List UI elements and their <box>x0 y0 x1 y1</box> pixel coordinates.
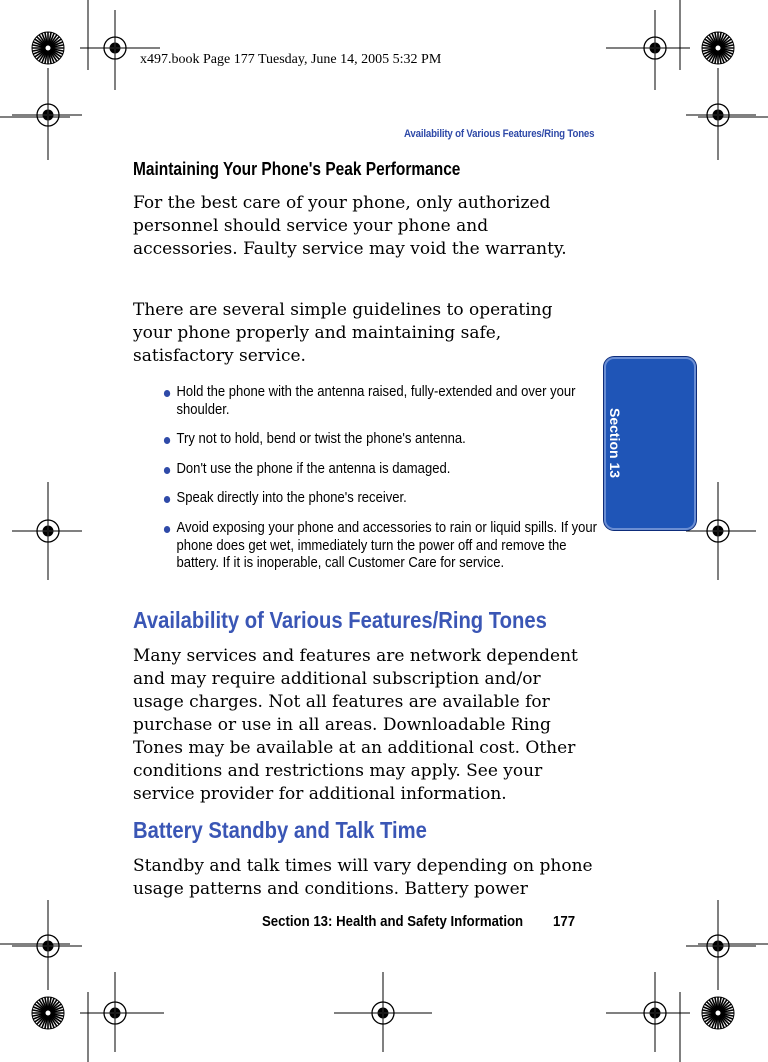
bullet-icon <box>164 390 170 397</box>
page-number: 177 <box>553 913 576 930</box>
bullet-icon <box>164 496 170 503</box>
paragraph-peak-guidelines: There are several simple guidelines to operating your phone properly and maintaining safe, satisfactory service. <box>133 300 553 366</box>
list-item <box>163 431 609 449</box>
paragraph-availability: Many services and features are network dependent and may require additional subscription and/or usage charges. Not all features are available for purchase or use in all areas. Downloadable Ring Tones may be available at an additional cost. Other conditions and restrictions may apply. See your service provider for additional information. <box>133 646 578 804</box>
paragraph-battery: Standby and talk times will vary depending on phone usage patterns and conditions. Battery power <box>133 856 593 899</box>
footer-section-title: Section 13: Health and Safety Information <box>262 913 524 930</box>
guidelines-list <box>163 384 603 585</box>
section-tab-label: Section 13 <box>607 407 623 479</box>
heading-peak-performance: Maintaining Your Phone's Peak Performance <box>133 159 461 179</box>
list-item-text: Don't use the phone if the antenna is damaged. <box>176 460 451 477</box>
list-item <box>163 520 609 573</box>
bullet-icon <box>164 467 170 474</box>
list-item <box>163 461 609 479</box>
print-slug: x497.book Page 177 Tuesday, June 14, 2005 5:32 PM <box>140 52 442 67</box>
list-item-text: Speak directly into the phone's receiver. <box>176 490 407 507</box>
running-header: Availability of Various Features/Ring Tones <box>403 128 594 140</box>
paragraph-peak-care: For the best care of your phone, only authorized personnel should service your phone and accessories. Faulty service may void the warranty. <box>133 193 567 259</box>
list-item <box>163 490 609 508</box>
list-item <box>163 384 609 419</box>
list-item-text: Try not to hold, bend or twist the phone's antenna. <box>176 431 466 448</box>
bullet-icon <box>164 526 170 533</box>
list-item-text: Hold the phone with the antenna raised, fully-extended and over your shoulder. <box>176 384 576 418</box>
page-footer <box>262 913 575 930</box>
bullet-icon <box>164 437 170 444</box>
heading-battery: Battery Standby and Talk Time <box>133 817 427 843</box>
heading-availability: Availability of Various Features/Ring Tones <box>133 607 547 633</box>
list-item-text: Avoid exposing your phone and accessories to rain or liquid spills. If your phone does get wet, immediately turn the power off and remove the battery. If it is inoperable, call Customer Care for service. <box>176 519 597 572</box>
